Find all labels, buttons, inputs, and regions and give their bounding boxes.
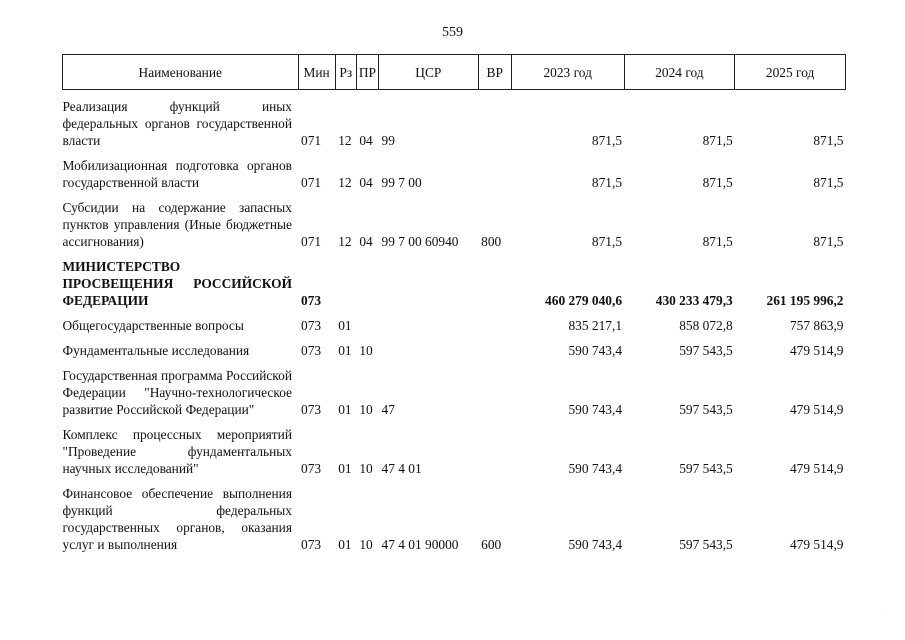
row-2024: 597 543,5 bbox=[679, 402, 733, 417]
row-csr: 99 7 00 60940 bbox=[381, 234, 459, 249]
row-min: 073 bbox=[301, 293, 322, 308]
row-pr: 10 bbox=[359, 402, 373, 417]
row-2024: 871,5 bbox=[702, 175, 733, 190]
row-vr bbox=[478, 418, 511, 477]
row-pr: 10 bbox=[359, 537, 373, 552]
row-csr bbox=[379, 250, 479, 309]
row-name: Финансовое обеспечение выполнения функций федеральных государственных органов, оказания услуг и выполнения bbox=[62, 486, 292, 552]
header-min: Мин bbox=[298, 55, 335, 90]
row-vr bbox=[478, 359, 511, 418]
row-min: 073 bbox=[301, 537, 322, 552]
row-csr: 47 bbox=[381, 402, 395, 417]
row-min: 071 bbox=[301, 133, 322, 148]
row-vr bbox=[478, 250, 511, 309]
row-2024: 871,5 bbox=[702, 234, 733, 249]
row-2025: 479 514,9 bbox=[789, 461, 844, 476]
row-name: Общегосударственные вопросы bbox=[62, 318, 244, 333]
row-name: Реализация функций иных федеральных органов государственной власти bbox=[62, 99, 292, 148]
row-min: 073 bbox=[301, 318, 322, 333]
row-pr: 04 bbox=[359, 234, 373, 249]
row-rz: 12 bbox=[338, 175, 352, 190]
header-2023: 2023 год bbox=[511, 55, 624, 90]
table-row bbox=[63, 149, 846, 191]
row-2023: 871,5 bbox=[591, 175, 623, 190]
row-2025: 871,5 bbox=[813, 133, 844, 148]
header-2025: 2025 год bbox=[735, 55, 846, 90]
row-2025: 479 514,9 bbox=[789, 402, 844, 417]
row-rz: 01 bbox=[338, 461, 352, 476]
table-row bbox=[63, 250, 846, 309]
row-2025: 757 863,9 bbox=[789, 318, 844, 333]
page-number: 559 bbox=[442, 25, 463, 40]
row-csr: 99 bbox=[381, 133, 395, 148]
row-min: 071 bbox=[301, 175, 322, 190]
row-vr bbox=[478, 149, 511, 191]
row-csr: 47 4 01 90000 bbox=[381, 537, 459, 552]
row-name: Мобилизационная подготовка органов государственной власти bbox=[62, 158, 292, 190]
row-vr: 800 bbox=[481, 234, 502, 249]
row-csr: 99 7 00 bbox=[381, 175, 422, 190]
row-2023: 590 743,4 bbox=[568, 402, 623, 417]
row-2025: 871,5 bbox=[813, 175, 844, 190]
table-row bbox=[63, 98, 846, 149]
row-pr: 10 bbox=[359, 343, 373, 358]
header-rz: Рз bbox=[335, 55, 356, 90]
row-2024: 597 543,5 bbox=[679, 461, 733, 476]
row-pr: 04 bbox=[359, 175, 373, 190]
row-2025: 261 195 996,2 bbox=[766, 293, 844, 308]
row-2023: 460 279 040,6 bbox=[545, 293, 623, 308]
row-min: 073 bbox=[301, 461, 322, 476]
row-vr bbox=[478, 309, 511, 334]
table-row bbox=[63, 334, 846, 359]
row-pr: 10 bbox=[359, 461, 373, 476]
row-2023: 590 743,4 bbox=[568, 343, 623, 358]
row-rz: 01 bbox=[338, 402, 352, 417]
header-csr: ЦСР bbox=[379, 55, 479, 90]
row-vr bbox=[478, 98, 511, 149]
table-row bbox=[63, 477, 846, 553]
header-2024: 2024 год bbox=[624, 55, 735, 90]
row-name: Комплекс процессных мероприятий "Проведение фундаментальных научных исследований" bbox=[62, 427, 292, 476]
row-2023: 871,5 bbox=[591, 234, 623, 249]
table-row bbox=[63, 191, 846, 250]
scan-dot-mark: · bbox=[881, 612, 883, 618]
row-rz: 12 bbox=[338, 234, 352, 249]
table-header bbox=[63, 55, 846, 90]
row-2025: 479 514,9 bbox=[789, 343, 844, 358]
header-name: Наименование bbox=[63, 55, 299, 90]
row-name: Фундаментальные исследования bbox=[62, 343, 250, 358]
row-rz bbox=[335, 250, 356, 309]
row-2025: 871,5 bbox=[813, 234, 844, 249]
row-2024: 597 543,5 bbox=[679, 343, 733, 358]
row-rz: 01 bbox=[338, 343, 352, 358]
row-csr: 47 4 01 bbox=[381, 461, 422, 476]
row-2024: 430 233 479,3 bbox=[655, 293, 733, 308]
table-row bbox=[63, 418, 846, 477]
budget-table bbox=[62, 54, 846, 553]
row-2023: 871,5 bbox=[591, 133, 623, 148]
row-2025: 479 514,9 bbox=[789, 537, 844, 552]
row-csr bbox=[379, 334, 479, 359]
row-name: Субсидии на содержание запасных пунктов управления (Иные бюджетные ассигнования) bbox=[62, 200, 292, 249]
row-vr bbox=[478, 334, 511, 359]
table-body bbox=[63, 90, 846, 554]
row-vr: 600 bbox=[481, 537, 502, 552]
row-csr bbox=[379, 309, 479, 334]
row-min: 073 bbox=[301, 343, 322, 358]
row-min: 071 bbox=[301, 234, 322, 249]
row-rz: 01 bbox=[338, 318, 352, 333]
table-row bbox=[63, 359, 846, 418]
row-2023: 835 217,1 bbox=[568, 318, 623, 333]
row-min: 073 bbox=[301, 402, 322, 417]
row-2024: 871,5 bbox=[702, 133, 733, 148]
row-pr bbox=[356, 250, 378, 309]
header-pr: ПР bbox=[356, 55, 378, 90]
row-name: МИНИСТЕРСТВО ПРОСВЕЩЕНИЯ РОССИЙСКОЙ ФЕДЕРАЦИИ bbox=[62, 259, 292, 308]
row-name: Государственная программа Российской Федерации "Научно-технологическое развитие Российской Федерации" bbox=[62, 368, 292, 417]
row-2023: 590 743,4 bbox=[568, 461, 623, 476]
row-pr bbox=[356, 309, 378, 334]
row-2023: 590 743,4 bbox=[568, 537, 623, 552]
table-row bbox=[63, 309, 846, 334]
row-pr: 04 bbox=[359, 133, 373, 148]
row-rz: 01 bbox=[338, 537, 352, 552]
row-2024: 597 543,5 bbox=[679, 537, 733, 552]
row-rz: 12 bbox=[338, 133, 352, 148]
header-vr: ВР bbox=[478, 55, 511, 90]
row-2024: 858 072,8 bbox=[679, 318, 733, 333]
